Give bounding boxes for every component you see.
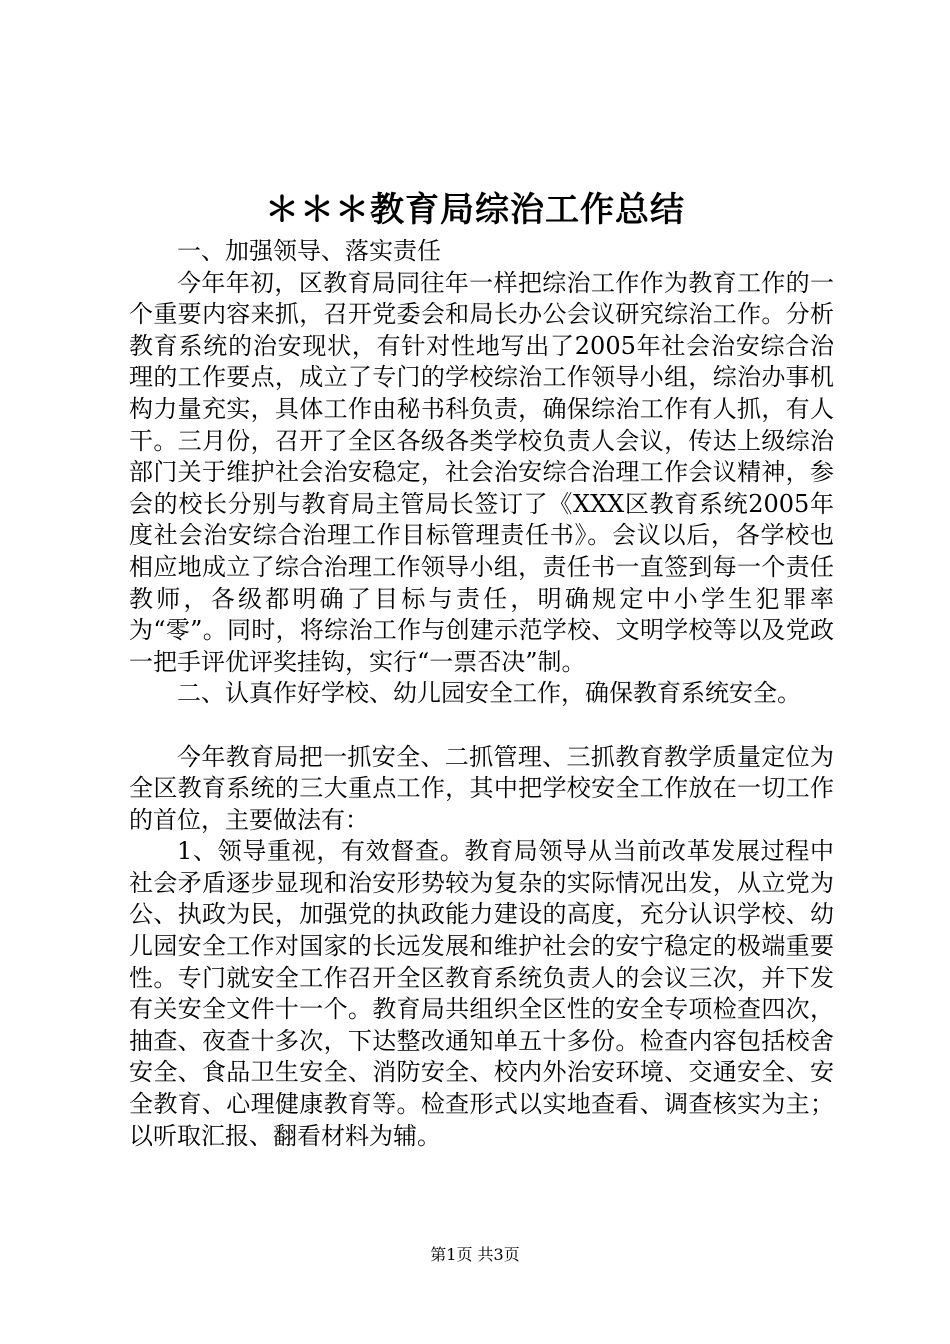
paragraph: 今年教育局把一抓安全、二抓管理、三抓教育教学质量定位为全区教育系统的三大重点工作，其中把学校安全工作放在一切工作的首位，主要做法有： [129, 742, 834, 834]
paragraph: 1、领导重视，有效督查。教育局领导从当前改革发展过程中社会矛盾逐步显现和治安形势较为复杂的实际情况出发，从立党为公、执政为民，加强党的执政能力建设的高度，充分认识学校、幼儿园安全工作对国家的长远发展和维护社会的安宁稳定的极端重要性。专门就安全工作召开全区教育系统负责人的会议三次，并下发有关安全文件十一个。教育局共组织全区性的安全专项检查四次，抽查、夜查十多次，下达整改通知单五十多份。检查内容包括校舍安全、食品卫生安全、消防安全、校内外治安环境、交通安全、安全教育、心理健康教育等。检查形式以实地查看、调查核实为主；以听取汇报、翻看材料为辅。 [129, 837, 834, 1150]
page-footer: 第1页 共3页 [430, 1245, 520, 1264]
document-title: ＊＊＊教育局综治工作总结 [265, 190, 685, 230]
paragraph: 今年年初，区教育局同往年一样把综治工作作为教育工作的一个重要内容来抓，召开党委会和局长办公会议研究综治工作。分析教育系统的治安现状，有针对性地写出了2005年社会治安综合治理的工作要点，成立了专门的学校综治工作领导小组，综治办事机构力量充实，具体工作由秘书科负责，确保综治工作有人抓，有人干。三月份，召开了全区各级各类学校负责人会议，传达上级综治部门关于维护社会治安稳定，社会治安综合治理工作会议精神，参会的校长分别与教育局主管局长签订了《XXX区教育系统2005年度社会治安综合治理工作目标管理责任书》。会议以后，各学校也相应地成立了综合治理工作领导小组，责任书一直签到每一个责任教师，各级都明确了目标与责任，明确规定中小学生犯罪率为“零”。同时，将综治工作与创建示范学校、文明学校等以及党政一把手评优评奖挂钩，实行“一票否决”制。 [129, 268, 834, 676]
document-body [129, 236, 834, 1152]
section-heading-1: 一、加强领导、落实责任 [177, 237, 441, 265]
section-heading-2: 二、认真作好学校、幼儿园安全工作，确保教育系统安全。 [177, 679, 801, 708]
